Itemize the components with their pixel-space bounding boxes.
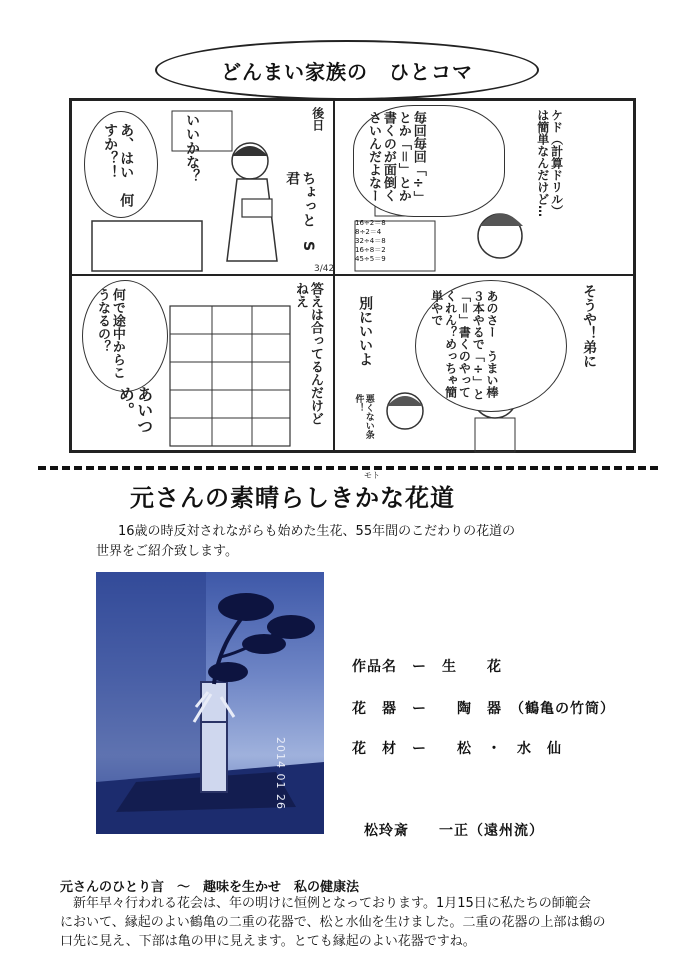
panel-2-drill <box>355 219 386 264</box>
work-vessel: 花 器 ー 陶 器 （鶴亀の竹筒） <box>352 701 615 717</box>
comic-panel-3 <box>71 264 335 451</box>
ikebana-illustration <box>96 572 324 834</box>
comic-panel-1 <box>71 100 334 275</box>
panel-3-text-grumble: あいつめ。 <box>116 386 154 434</box>
drill-line: 32÷4＝8 <box>355 237 386 245</box>
intro-line: 16歳の時反対されながらも始めた生花、55年間のこだわりの花道の <box>118 524 516 539</box>
drill-line: 16÷8＝2 <box>355 246 386 254</box>
comic-panel-2 <box>334 100 634 275</box>
work-materials: 花 材 ー 松 ・ 水 仙 <box>352 741 562 757</box>
title-ruby: モト <box>364 471 380 480</box>
panel-1-text-girl: あ、はい 何すか？！ <box>102 123 135 207</box>
work-name: 作品名 ー 生 花 <box>352 659 502 675</box>
column-line: 新年早々行われる花会は、年の明けに恒例となっております。1月15日に私たちの師範会 <box>60 896 591 911</box>
section-intro <box>96 522 576 562</box>
column-heading: 元さんのひとり言 ～ 趣味を生かせ 私の健康法 <box>60 880 360 895</box>
column-line: 口先に見え、下部は亀の甲に見えます。とても縁起のよい花器ですね。 <box>60 934 476 949</box>
intro-line: 世界をご紹介致します。 <box>96 544 238 559</box>
drill-line: 45÷5＝9 <box>355 255 386 263</box>
comic-strip <box>69 98 636 453</box>
drill-line: 8÷2＝4 <box>355 228 382 236</box>
panel-4-text-brother: そうや！弟に <box>581 284 598 368</box>
panel-1-caption: 後日 <box>310 107 325 131</box>
column-body <box>60 894 700 951</box>
section-divider <box>38 466 658 470</box>
panel-1-text-name: ちょっと S君 <box>284 171 317 252</box>
panel-2-text-top: ケド（計算ドリル）は簡単なんだけど… <box>535 109 564 217</box>
photo-date-stamp: 2014 01 26 <box>274 737 287 810</box>
panel-3-page-number: 3/42 <box>314 264 335 274</box>
comic-panel-4 <box>334 275 634 451</box>
drill-line: 16÷2＝8 <box>355 219 386 227</box>
section-title: 元さんの素晴らしきかな花道 <box>130 484 455 512</box>
panel-1-text-mom: いいかな？ <box>184 113 201 183</box>
header-title: どんまい家族の ひとコマ <box>221 59 473 84</box>
panel-4-text-plan: あのさー うまい棒３本やるで「÷」と「＝」書くのやってくれん？めっちゃ簡単やで <box>429 290 499 400</box>
column-line: において、縁起のよい鶴亀の二重の花器で、松と水仙を生けました。二重の花器の上部は鶴の <box>60 915 606 930</box>
panel-4-small-note: 悪くない条件！ <box>353 394 374 439</box>
header-title-bubble <box>155 40 539 100</box>
panel-3-text-answer: 答えは合ってるんだけどねえ <box>292 282 323 425</box>
panel-4-text-reply: 別にいいよ <box>357 296 374 366</box>
panel-2-text-main: 毎回毎回「÷」とか「＝」とか書くのが面倒くさいんだよなー <box>365 111 426 204</box>
work-artist: 松玲斎 一正（遠州流） <box>364 823 544 839</box>
panel-3-text-question: 何で途中からこうなるの？ <box>94 288 125 379</box>
ikebana-photo <box>96 572 324 834</box>
